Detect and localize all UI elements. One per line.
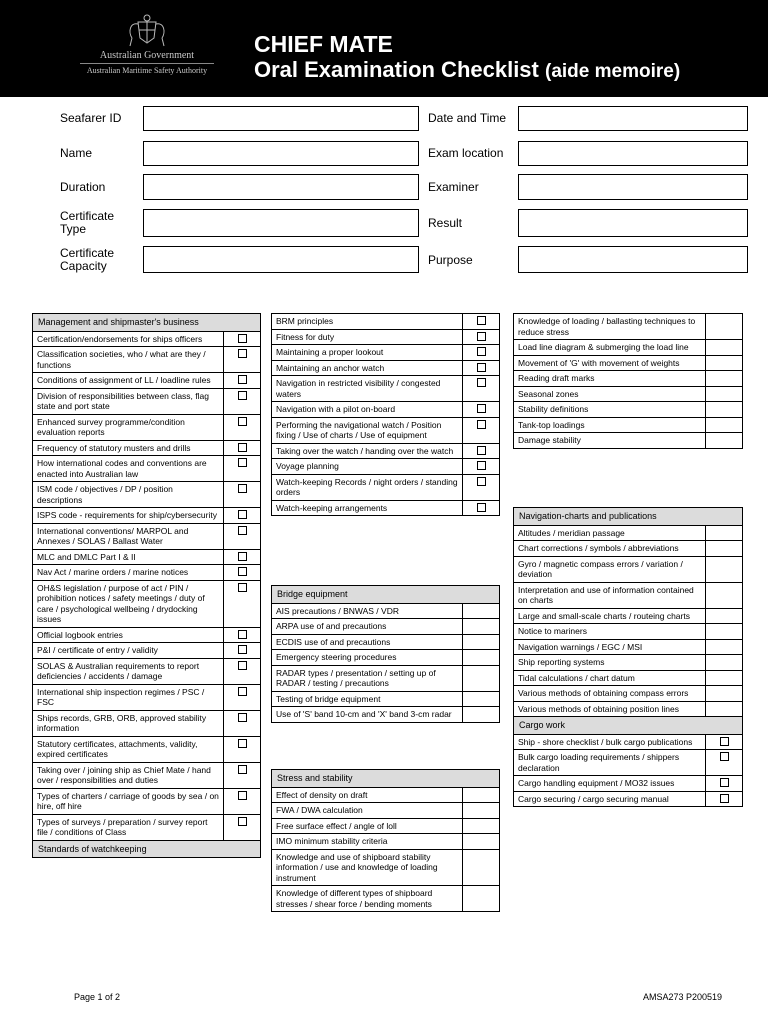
checklist-row bbox=[272, 665, 500, 691]
checkbox-cell bbox=[224, 373, 261, 389]
checkbox-cell bbox=[463, 314, 500, 330]
checklist-item-label: International conventions/ MARPOL and Annexes / SOLAS / Ballast Water bbox=[33, 523, 224, 549]
checklist-row bbox=[33, 414, 261, 440]
page-subtitle bbox=[254, 57, 680, 83]
checkbox-cell bbox=[706, 582, 743, 608]
checkbox[interactable] bbox=[238, 484, 247, 493]
checklist-row bbox=[272, 886, 500, 912]
checklist-item-label: Testing of bridge equipment bbox=[272, 691, 463, 707]
checklist-item-label: Knowledge of loading / ballasting techniques to reduce stress bbox=[514, 314, 706, 340]
checkbox-cell bbox=[706, 776, 743, 792]
duration-label: Duration bbox=[60, 180, 106, 194]
checklist-item-label: Reading draft marks bbox=[514, 371, 706, 387]
checklist-row bbox=[272, 345, 500, 361]
checklist-row bbox=[33, 684, 261, 710]
checkbox[interactable] bbox=[238, 391, 247, 400]
checklist-item-label: ARPA use of and precautions bbox=[272, 619, 463, 635]
logo-authority-text: Australian Maritime Safety Authority bbox=[86, 66, 208, 75]
checkbox-cell bbox=[706, 670, 743, 686]
page-number: Page 1 of 2 bbox=[74, 992, 121, 1002]
checklist-row bbox=[33, 788, 261, 814]
checkbox[interactable] bbox=[238, 552, 247, 561]
checkbox-cell bbox=[463, 619, 500, 635]
checklist-row bbox=[33, 549, 261, 565]
logo-government-text: Australian Government bbox=[99, 50, 195, 61]
checklist-row bbox=[272, 360, 500, 376]
checkbox[interactable] bbox=[238, 375, 247, 384]
checkbox[interactable] bbox=[238, 765, 247, 774]
checklist-row bbox=[272, 787, 500, 803]
checklist-row bbox=[272, 474, 500, 500]
checklist-row bbox=[514, 701, 743, 717]
date-time-field[interactable] bbox=[518, 106, 748, 131]
checkbox-cell bbox=[224, 523, 261, 549]
checklist-item-label: Nav Act / marine orders / marine notices bbox=[33, 565, 224, 581]
checkbox-cell bbox=[463, 849, 500, 886]
checklist-row bbox=[272, 818, 500, 834]
checklist-row bbox=[514, 417, 743, 433]
section-header-bridge: Bridge equipment bbox=[272, 586, 500, 604]
section-header-row bbox=[33, 840, 261, 858]
checklist-item-label: Navigation warnings / EGC / MSI bbox=[514, 639, 706, 655]
checklist-item-label: Frequency of statutory musters and drills bbox=[33, 440, 224, 456]
checkbox[interactable] bbox=[238, 713, 247, 722]
checklist-item-label: Taking over the watch / handing over the watch bbox=[272, 443, 463, 459]
checkbox-cell bbox=[706, 608, 743, 624]
checklist-item-label: Interpretation and use of information contained on charts bbox=[514, 582, 706, 608]
checklist-item-label: Performing the navigational watch / Position fixing / Use of charts / Use of equipment bbox=[272, 417, 463, 443]
checkbox[interactable] bbox=[720, 752, 729, 761]
checkbox-cell bbox=[463, 650, 500, 666]
checklist-item-label: Fitness for duty bbox=[272, 329, 463, 345]
checkbox-cell bbox=[706, 624, 743, 640]
checklist-item-label: Large and small-scale charts / routeing charts bbox=[514, 608, 706, 624]
stability-table bbox=[513, 313, 743, 449]
checklist-item-label: BRM principles bbox=[272, 314, 463, 330]
checklist-row bbox=[33, 580, 261, 627]
checklist-item-label: Enhanced survey programme/condition evaluation reports bbox=[33, 414, 224, 440]
checkbox[interactable] bbox=[477, 477, 486, 486]
checklist-item-label: Navigation in restricted visibility / congested waters bbox=[272, 376, 463, 402]
checklist-item-label: Effect of density on draft bbox=[272, 787, 463, 803]
checklist-row bbox=[514, 639, 743, 655]
checkbox-cell bbox=[706, 386, 743, 402]
checkbox-cell bbox=[224, 710, 261, 736]
checkbox[interactable] bbox=[720, 737, 729, 746]
checkbox[interactable] bbox=[238, 510, 247, 519]
checklist-row bbox=[33, 456, 261, 482]
checklist-item-label: Official logbook entries bbox=[33, 627, 224, 643]
checklist-row bbox=[33, 508, 261, 524]
checklist-row bbox=[33, 627, 261, 643]
certificate-type-label: Certificate Type bbox=[60, 209, 115, 236]
checklist-item-label: ECDIS use of and precautions bbox=[272, 634, 463, 650]
checkbox[interactable] bbox=[238, 583, 247, 592]
checklist-item-label: Maintaining a proper lookout bbox=[272, 345, 463, 361]
checklist-row bbox=[514, 608, 743, 624]
checklist-item-label: FWA / DWA calculation bbox=[272, 803, 463, 819]
checklist-item-label: Use of 'S' band 10-cm and 'X' band 3-cm radar bbox=[272, 707, 463, 723]
checklist-item-label: Various methods of obtaining compass errors bbox=[514, 686, 706, 702]
checkbox-cell bbox=[224, 762, 261, 788]
page-header bbox=[0, 0, 768, 97]
checkbox[interactable] bbox=[238, 567, 247, 576]
checkbox-cell bbox=[224, 347, 261, 373]
section-header-row bbox=[514, 717, 743, 735]
checklist-item-label: Knowledge of different types of shipboard stresses / shear force / bending moments bbox=[272, 886, 463, 912]
checkbox-cell bbox=[224, 736, 261, 762]
checklist-row bbox=[514, 402, 743, 418]
checkbox-cell bbox=[463, 329, 500, 345]
checklist-row bbox=[33, 736, 261, 762]
checklist-item-label: SOLAS & Australian requirements to report deficiencies / accidents / damage bbox=[33, 658, 224, 684]
document-code: AMSA273 P200519 bbox=[642, 992, 722, 1002]
checkbox-cell bbox=[463, 634, 500, 650]
checklist-item-label: AIS precautions / BNWAS / VDR bbox=[272, 603, 463, 619]
checklist-row bbox=[33, 565, 261, 581]
checklist-row bbox=[514, 340, 743, 356]
checkbox-cell bbox=[463, 834, 500, 850]
checklist-item-label: Seasonal zones bbox=[514, 386, 706, 402]
checkbox[interactable] bbox=[238, 645, 247, 654]
checkbox-cell bbox=[463, 886, 500, 912]
checkbox-cell bbox=[706, 750, 743, 776]
checkbox-cell bbox=[463, 707, 500, 723]
section-header-stress: Stress and stability bbox=[272, 770, 500, 788]
page-title: CHIEF MATE bbox=[254, 31, 393, 57]
checkbox-cell bbox=[224, 331, 261, 347]
checklist-row bbox=[272, 634, 500, 650]
checklist-item-label: P&I / certificate of entry / validity bbox=[33, 643, 224, 659]
section-header-navigation: Navigation-charts and publications bbox=[514, 508, 743, 526]
checkbox[interactable] bbox=[238, 817, 247, 826]
checkbox-cell bbox=[463, 376, 500, 402]
watchkeeping-table bbox=[271, 313, 500, 516]
checkbox-cell bbox=[463, 500, 500, 516]
checklist-row bbox=[514, 624, 743, 640]
checkbox[interactable] bbox=[477, 332, 486, 341]
checkbox[interactable] bbox=[720, 778, 729, 787]
checklist-row bbox=[514, 791, 743, 807]
checklist-row bbox=[33, 762, 261, 788]
checkbox-cell bbox=[463, 459, 500, 475]
checkbox-cell bbox=[706, 433, 743, 449]
checkbox-cell bbox=[463, 402, 500, 418]
checklist-row bbox=[33, 347, 261, 373]
checklist-row bbox=[514, 670, 743, 686]
checkbox-cell bbox=[706, 686, 743, 702]
checkbox-cell bbox=[706, 314, 743, 340]
certificate-capacity-label: Certificate Capacity bbox=[60, 246, 115, 273]
checkbox[interactable] bbox=[238, 630, 247, 639]
checklist-row bbox=[272, 376, 500, 402]
logo-divider bbox=[80, 63, 214, 64]
checkbox[interactable] bbox=[477, 461, 486, 470]
checklist-row bbox=[514, 541, 743, 557]
checkbox-cell bbox=[463, 345, 500, 361]
checklist-row bbox=[33, 643, 261, 659]
stress-stability-table bbox=[271, 769, 500, 912]
checkbox[interactable] bbox=[238, 458, 247, 467]
certificate-capacity-field[interactable] bbox=[143, 246, 419, 273]
checkbox[interactable] bbox=[238, 334, 247, 343]
checkbox-cell bbox=[224, 658, 261, 684]
checklist-item-label: Notice to mariners bbox=[514, 624, 706, 640]
checkbox[interactable] bbox=[238, 417, 247, 426]
checklist-item-label: Load line diagram & submerging the load line bbox=[514, 340, 706, 356]
checklist-row bbox=[272, 650, 500, 666]
checkbox-cell bbox=[706, 417, 743, 433]
checkbox-cell bbox=[706, 639, 743, 655]
checkbox-cell bbox=[224, 627, 261, 643]
checkbox-cell bbox=[706, 355, 743, 371]
checkbox-cell bbox=[706, 791, 743, 807]
checklist-item-label: OH&S legislation / purpose of act / PIN / prohibition notices / safety meetings / duty of care / psychological wellbeing / drydocking issues bbox=[33, 580, 224, 627]
checklist-row bbox=[33, 482, 261, 508]
checkbox-cell bbox=[706, 655, 743, 671]
checklist-item-label: Cargo handling equipment / MO32 issues bbox=[514, 776, 706, 792]
checklist-item-label: Free surface effect / angle of loll bbox=[272, 818, 463, 834]
checkbox-cell bbox=[224, 643, 261, 659]
checkbox[interactable] bbox=[477, 404, 486, 413]
checklist-row bbox=[33, 710, 261, 736]
checkbox-cell bbox=[224, 388, 261, 414]
checkbox-cell bbox=[463, 803, 500, 819]
checklist-item-label: Altitudes / meridian passage bbox=[514, 525, 706, 541]
checklist-item-label: Emergency steering procedures bbox=[272, 650, 463, 666]
checkbox-cell bbox=[224, 788, 261, 814]
checklist-item-label: ISM code / objectives / DP / position descriptions bbox=[33, 482, 224, 508]
checklist-item-label: Types of surveys / preparation / survey report file / conditions of Class bbox=[33, 814, 224, 840]
checklist-item-label: Voyage planning bbox=[272, 459, 463, 475]
checkbox-cell bbox=[706, 402, 743, 418]
checkbox-cell bbox=[463, 603, 500, 619]
result-label: Result bbox=[428, 216, 463, 230]
checkbox[interactable] bbox=[477, 378, 486, 387]
checkbox-cell bbox=[224, 549, 261, 565]
checklist-item-label: IMO minimum stability criteria bbox=[272, 834, 463, 850]
checklist-row bbox=[272, 443, 500, 459]
checklist-row bbox=[33, 331, 261, 347]
amsa-logo bbox=[76, 12, 218, 82]
checkbox-cell bbox=[463, 787, 500, 803]
checklist-item-label: Navigation with a pilot on-board bbox=[272, 402, 463, 418]
checkbox-cell bbox=[224, 580, 261, 627]
checkbox-cell bbox=[706, 734, 743, 750]
checklist-row bbox=[514, 386, 743, 402]
checkbox[interactable] bbox=[238, 526, 247, 535]
checklist-row bbox=[514, 655, 743, 671]
checkbox-cell bbox=[463, 691, 500, 707]
checkbox-cell bbox=[463, 417, 500, 443]
examiner-label: Examiner bbox=[428, 180, 479, 194]
coat-of-arms-icon bbox=[124, 12, 170, 48]
name-field[interactable] bbox=[143, 141, 419, 166]
checklist-item-label: Watch-keeping Records / night orders / standing orders bbox=[272, 474, 463, 500]
section-header-cargo: Cargo work bbox=[514, 717, 743, 735]
purpose-label: Purpose bbox=[428, 253, 473, 267]
result-field[interactable] bbox=[518, 209, 748, 237]
checklist-row bbox=[514, 776, 743, 792]
checklist-item-label: ISPS code - requirements for ship/cybersecurity bbox=[33, 508, 224, 524]
checklist-item-label: Certification/endorsements for ships officers bbox=[33, 331, 224, 347]
checklist-row bbox=[514, 371, 743, 387]
duration-field[interactable] bbox=[143, 174, 419, 200]
subtitle-main: Oral Examination Checklist bbox=[254, 57, 539, 82]
checkbox[interactable] bbox=[477, 316, 486, 325]
date-time-label: Date and Time bbox=[428, 111, 507, 125]
section-header-watchkeeping: Standards of watchkeeping bbox=[33, 840, 261, 858]
checklist-row bbox=[272, 329, 500, 345]
checklist-item-label: Cargo securing / cargo securing manual bbox=[514, 791, 706, 807]
checkbox[interactable] bbox=[238, 349, 247, 358]
checklist-row bbox=[514, 525, 743, 541]
checklist-row bbox=[272, 803, 500, 819]
checklist-item-label: Movement of 'G' with movement of weights bbox=[514, 355, 706, 371]
subtitle-aside: (aide memoire) bbox=[545, 61, 681, 82]
checkbox-cell bbox=[224, 414, 261, 440]
checkbox-cell bbox=[463, 474, 500, 500]
checklist-item-label: Taking over / joining ship as Chief Mate / hand over / responsibilities and duties bbox=[33, 762, 224, 788]
checkbox-cell bbox=[706, 525, 743, 541]
certificate-type-field[interactable] bbox=[143, 209, 419, 237]
name-label: Name bbox=[60, 146, 93, 160]
checkbox-cell bbox=[706, 541, 743, 557]
seafarer-id-label: Seafarer ID bbox=[60, 111, 122, 125]
checklist-row bbox=[272, 314, 500, 330]
checklist-item-label: Ship reporting systems bbox=[514, 655, 706, 671]
checklist-item-label: Conditions of assignment of LL / loadline rules bbox=[33, 373, 224, 389]
checkbox-cell bbox=[224, 456, 261, 482]
checklist-row bbox=[272, 834, 500, 850]
checkbox[interactable] bbox=[477, 420, 486, 429]
checklist-item-label: MLC and DMLC Part I & II bbox=[33, 549, 224, 565]
checkbox-cell bbox=[224, 440, 261, 456]
checklist-row bbox=[514, 734, 743, 750]
checkbox[interactable] bbox=[238, 791, 247, 800]
checklist-item-label: Types of charters / carriage of goods by sea / on hire, off hire bbox=[33, 788, 224, 814]
checkbox[interactable] bbox=[720, 794, 729, 803]
checklist-row bbox=[272, 402, 500, 418]
checkbox[interactable] bbox=[238, 739, 247, 748]
checklist-item-label: Stability definitions bbox=[514, 402, 706, 418]
checklist-row bbox=[514, 750, 743, 776]
purpose-field[interactable] bbox=[518, 246, 748, 273]
checklist-row bbox=[514, 582, 743, 608]
checklist-row bbox=[514, 686, 743, 702]
checklist-item-label: Classification societies, who / what are they / functions bbox=[33, 347, 224, 373]
checkbox-cell bbox=[463, 443, 500, 459]
checklist-item-label: Various methods of obtaining position lines bbox=[514, 701, 706, 717]
checkbox-cell bbox=[224, 684, 261, 710]
checklist-row bbox=[272, 707, 500, 723]
checkbox[interactable] bbox=[477, 363, 486, 372]
checkbox[interactable] bbox=[477, 503, 486, 512]
checklist-item-label: RADAR types / presentation / setting up of RADAR / testing / precautions bbox=[272, 665, 463, 691]
checklist-row bbox=[272, 603, 500, 619]
checklist-item-label: Damage stability bbox=[514, 433, 706, 449]
navigation-charts-table bbox=[513, 507, 743, 807]
checklist-row bbox=[272, 500, 500, 516]
exam-location-field[interactable] bbox=[518, 141, 748, 166]
checklist-item-label: Ships records, GRB, ORB, approved stability information bbox=[33, 710, 224, 736]
checklist-item-label: International ship inspection regimes / PSC / FSC bbox=[33, 684, 224, 710]
checklist-item-label: Gyro / magnetic compass errors / variation / deviation bbox=[514, 556, 706, 582]
checkbox-cell bbox=[224, 508, 261, 524]
section-header-management: Management and shipmaster's business bbox=[33, 314, 261, 332]
checkbox-cell bbox=[224, 482, 261, 508]
checkbox-cell bbox=[224, 565, 261, 581]
bridge-equipment-table bbox=[271, 585, 500, 723]
checkbox[interactable] bbox=[238, 661, 247, 670]
management-table bbox=[32, 313, 261, 858]
checklist-row bbox=[514, 556, 743, 582]
checklist-row bbox=[33, 440, 261, 456]
checklist-row bbox=[272, 417, 500, 443]
checklist-item-label: Tank-top loadings bbox=[514, 417, 706, 433]
checkbox-cell bbox=[706, 340, 743, 356]
checkbox[interactable] bbox=[477, 446, 486, 455]
checkbox-cell bbox=[706, 371, 743, 387]
checklist-row bbox=[33, 523, 261, 549]
checklist-row bbox=[272, 849, 500, 886]
checkbox-cell bbox=[706, 556, 743, 582]
checklist-row bbox=[514, 314, 743, 340]
checkbox-cell bbox=[706, 701, 743, 717]
checkbox-cell bbox=[224, 814, 261, 840]
exam-location-label: Exam location bbox=[428, 146, 504, 160]
checklist-item-label: Chart corrections / symbols / abbreviations bbox=[514, 541, 706, 557]
checkbox[interactable] bbox=[238, 687, 247, 696]
checklist-row bbox=[33, 373, 261, 389]
checklist-item-label: Knowledge and use of shipboard stability information / use and knowledge of loading instrument bbox=[272, 849, 463, 886]
checklist-row bbox=[33, 388, 261, 414]
checklist-item-label: Bulk cargo loading requirements / shippers declaration bbox=[514, 750, 706, 776]
checklist-item-label: Watch-keeping arrangements bbox=[272, 500, 463, 516]
seafarer-id-field[interactable] bbox=[143, 106, 419, 131]
checklist-item-label: Statutory certificates, attachments, validity, expired certificates bbox=[33, 736, 224, 762]
examiner-field[interactable] bbox=[518, 174, 748, 200]
checklist-row bbox=[272, 619, 500, 635]
checklist-row bbox=[33, 658, 261, 684]
checkbox[interactable] bbox=[238, 443, 247, 452]
checkbox[interactable] bbox=[477, 347, 486, 356]
checklist-item-label: Maintaining an anchor watch bbox=[272, 360, 463, 376]
checklist-row bbox=[272, 459, 500, 475]
checkbox-cell bbox=[463, 818, 500, 834]
checkbox-cell bbox=[463, 665, 500, 691]
checklist-row bbox=[33, 814, 261, 840]
checklist-item-label: Ship - shore checklist / bulk cargo publications bbox=[514, 734, 706, 750]
checklist-row bbox=[272, 691, 500, 707]
checkbox-cell bbox=[463, 360, 500, 376]
checklist-row bbox=[514, 433, 743, 449]
checklist-item-label: How international codes and conventions are enacted into Australian law bbox=[33, 456, 224, 482]
checklist-row bbox=[514, 355, 743, 371]
checklist-item-label: Division of responsibilities between class, flag state and port state bbox=[33, 388, 224, 414]
checklist-item-label: Tidal calculations / chart datum bbox=[514, 670, 706, 686]
